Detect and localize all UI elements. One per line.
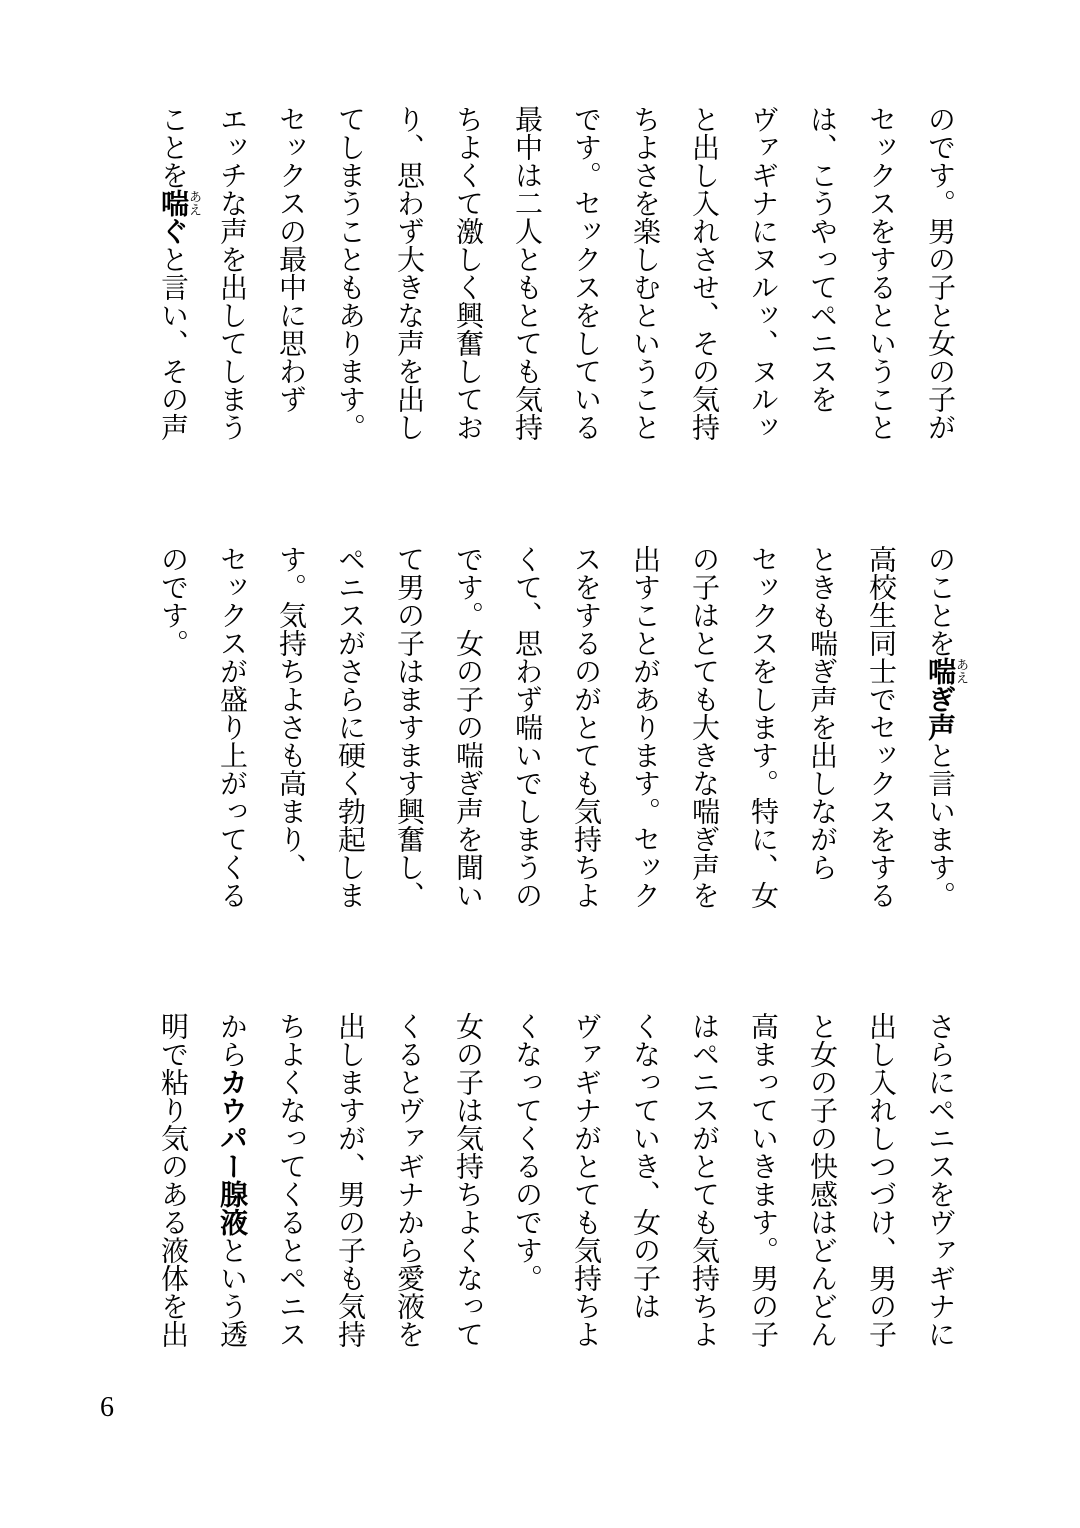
paragraph (498, 1012, 970, 1352)
furigana: あえ (187, 189, 202, 217)
page-number: 6 (100, 1392, 114, 1423)
ruby-annotated-term: 喘あえ (925, 657, 969, 685)
paragraph (144, 105, 970, 445)
emphasized-term: ぐ (158, 217, 189, 245)
paragraph (144, 1012, 498, 1352)
text-segment: のことを (925, 545, 956, 657)
text-block-3 (140, 1012, 970, 1352)
text-segment: のです。男の子と女の子がセックスをするということは、こうやってペニスをヴァギナにヌルッ、ヌルッと出し入れさせ、その気持ちよさを楽しむということです。セックスをしている最中は二人ともとても気持ちよくて激しく興奮しており、思わず大きな声を出してしまうこともあります。セックスの最中に思わずエッチな声を出してしまうことを (158, 105, 956, 441)
paragraph (144, 545, 970, 917)
text-segment: と言い、その声 (158, 245, 189, 441)
text-block-1 (140, 105, 970, 445)
furigana: あえ (954, 657, 969, 685)
text-segment: さらにペニスをヴァギナに出し入れしつづけ、男の子と女の子の快感はどんどん高まっていきます。男の子はペニスがとても気持ちよくなっていき、女の子はヴァギナがとても気持ちよくなってくるのです。 (512, 1012, 956, 1348)
ruby-annotated-term: 喘あえ (158, 189, 202, 217)
text-segment: と言います。高校生同士でセックスをするときも喘ぎ声を出しながらセックスをします。特に、女の子はとても大きな喘ぎ声を出すことがあります。セックスをするのがとても気持ちよくて、思わず喘いでしまうのです。女の子の喘ぎ声を聞いて男の子はますます興奮し、ペニスがさらに硬く勃起します。気持ちよさも高まり、セックスが盛り上がってくるのです。 (158, 545, 956, 909)
text-segment: 女の子は気持ちよくなってくるとヴァギナから愛液を出しますが、男の子も気持ちよくなってくるとペニスから (217, 1012, 484, 1348)
text-block-2 (140, 545, 970, 917)
emphasized-term: ぎ声 (925, 685, 956, 741)
emphasized-term: カウパー腺液 (217, 1068, 248, 1236)
text-segment: という透明で粘り気のある液体を出 (158, 1012, 248, 1348)
